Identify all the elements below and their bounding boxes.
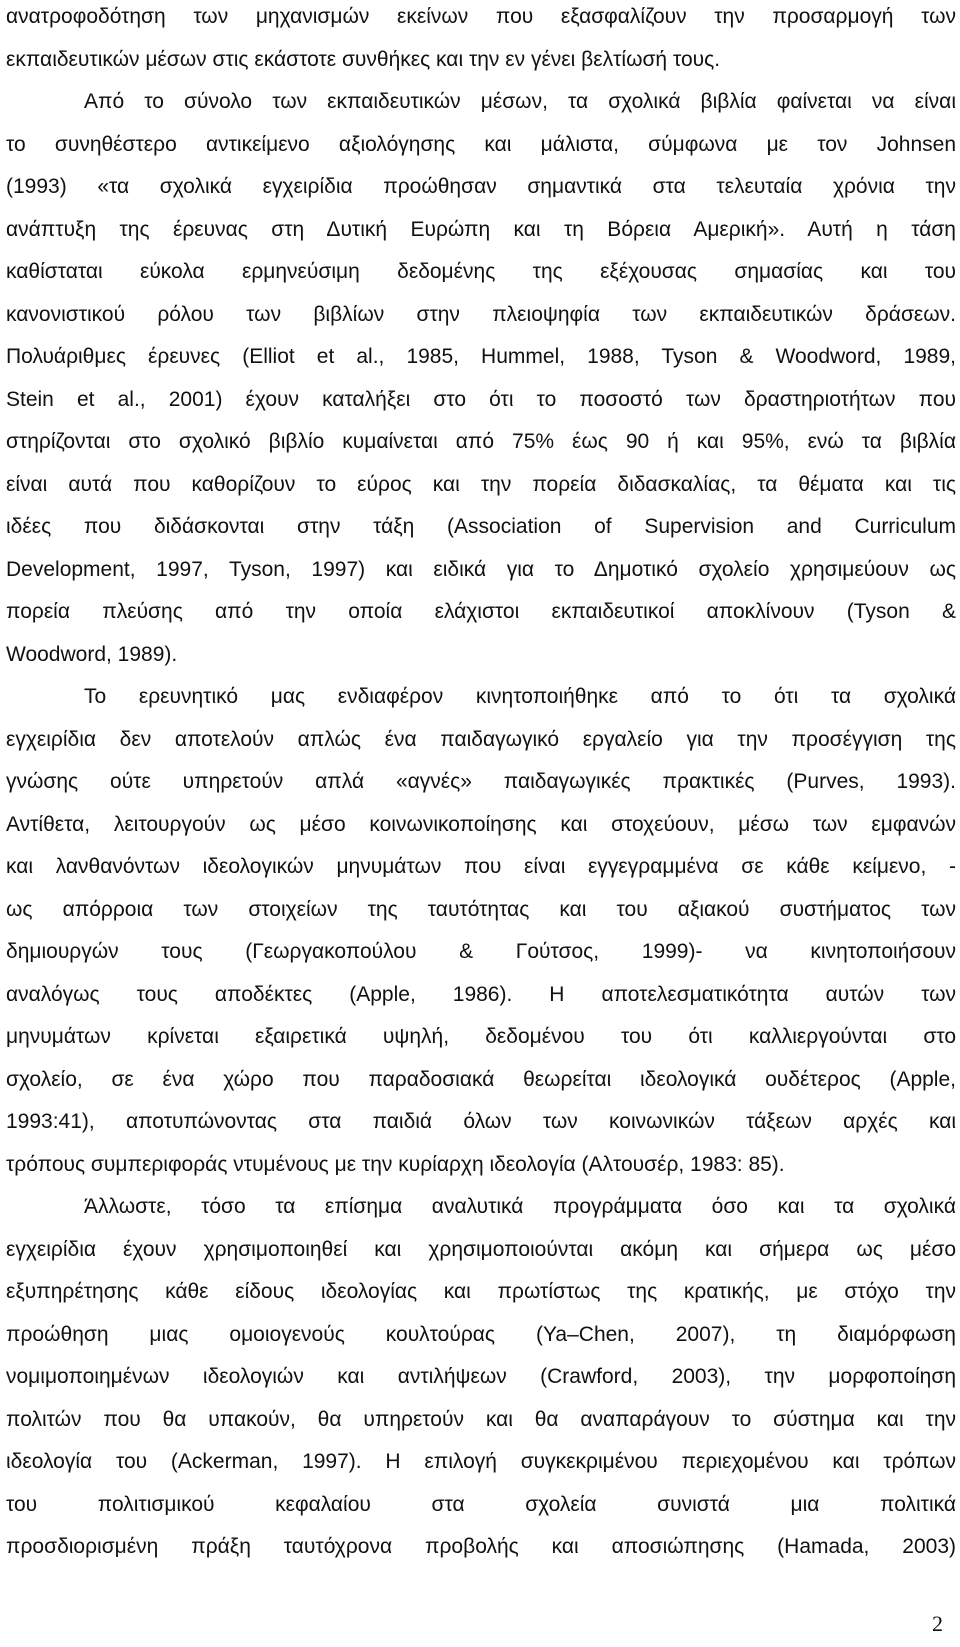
text-line: αναλόγως τους αποδέκτες (Apple, 1986). Η αποτελεσματικότητα αυτών των	[6, 982, 956, 1006]
text-line: ιδέες που διδάσκονται στην τάξη (Association of Supervision and Curriculum	[6, 515, 956, 538]
text-line: του πολιτισμικού κεφαλαίου στα σχολεία συνιστά μια πολιτικά	[6, 1492, 956, 1516]
text-line: ιδεολογία του (Ackerman, 1997). Η επιλογή συγκεκριμένου περιεχομένου και τρόπων	[6, 1450, 956, 1473]
text-line: προσδιορισμένη πράξη ταυτόχρονα προβολής και αποσιώπησης (Hamada, 2003)	[6, 1535, 956, 1558]
text-line: Πολυάριθμες έρευνες (Elliot et al., 1985, Hummel, 1988, Tyson & Woodword, 1989,	[6, 345, 956, 368]
text-line: εγχειρίδια έχουν χρησιμοποιηθεί και χρησιμοποιούνται ακόμη και σήμερα ως μέσο	[6, 1237, 956, 1261]
text-line: εκπαιδευτικών μέσων στις εκάστοτε συνθήκες και την εν γένει βελτίωσή τους.	[6, 47, 721, 71]
text-line: Woodword, 1989).	[6, 642, 178, 666]
text-line: σχολείο, σε ένα χώρο που παραδοσιακά θεωρείται ιδεολογικά ουδέτερος (Apple,	[6, 1067, 956, 1091]
text-line: ανατροφοδότηση των μηχανισμών εκείνων που εξασφαλίζουν την προσαρμογή των	[6, 5, 956, 28]
text-line: (1993) «τα σχολικά εγχειρίδια προώθησαν σημαντικά στα τελευταία χρόνια την	[6, 175, 956, 198]
text-line: πορεία πλεύσης από την οποία ελάχιστοι εκπαιδευτικοί αποκλίνουν (Tyson &	[6, 600, 956, 623]
text-line: και λανθανόντων ιδεολογικών μηνυμάτων που είναι εγγεγραμμένα σε κάθε κείμενο, -	[6, 855, 956, 878]
text-line: εξυπηρέτησης κάθε είδους ιδεολογίας και πρωτίστως της κρατικής, με στόχο την	[6, 1280, 956, 1303]
text-line: τρόπους συμπεριφοράς ντυμένους με την κυρίαρχη ιδεολογία (Αλτουσέρ, 1983: 85).	[6, 1152, 785, 1176]
text-line: στηρίζονται στο σχολικό βιβλίο κυμαίνεται από 75% έως 90 ή και 95%, ενώ τα βιβλία	[6, 430, 956, 453]
text-line: ανάπτυξη της έρευνας στη Δυτική Ευρώπη και τη Βόρεια Αμερική». Αυτή η τάση	[6, 217, 956, 241]
text-line: εγχειρίδια δεν αποτελούν απλώς ένα παιδαγωγικό εργαλείο για την προσέγγιση της	[6, 727, 956, 751]
text-line: Από το σύνολο των εκπαιδευτικών μέσων, τα σχολικά βιβλία φαίνεται να είναι	[84, 90, 956, 113]
text-line: είναι αυτά που καθορίζουν το εύρος και την πορεία διδασκαλίας, τα θέματα και τις	[6, 472, 956, 496]
text-line: δημιουργών τους (Γεωργακοπούλου & Γούτσος, 1999)- να κινητοποιήσουν	[6, 940, 956, 963]
text-line: 1993:41), αποτυπώνοντας στα παιδιά όλων των κοινωνικών τάξεων αρχές και	[6, 1110, 956, 1133]
page-number: 2	[932, 1611, 943, 1636]
text-line: ως απόρροια των στοιχείων της ταυτότητας και του αξιακού συστήματος των	[6, 897, 956, 921]
text-line: Το ερευνητικό μας ενδιαφέρον κινητοποιήθηκε από το ότι τα σχολικά	[84, 685, 956, 708]
text-line: Development, 1997, Tyson, 1997) και ειδικά για το Δημοτικό σχολείο χρησιμεύουν ως	[6, 557, 956, 581]
text-line: Άλλωστε, τόσο τα επίσημα αναλυτικά προγράμματα όσο και τα σχολικά	[84, 1195, 956, 1218]
text-line: νομιμοποιημένων ιδεολογιών και αντιλήψεων (Crawford, 2003), την μορφοποίηση	[6, 1365, 956, 1388]
body-text	[6, 0, 956, 1569]
text-line: κανονιστικού ρόλου των βιβλίων στην πλειοψηφία των εκπαιδευτικών δράσεων.	[6, 302, 956, 326]
text-line: προώθηση μιας ομοιογενούς κουλτούρας (Ya–Chen, 2007), τη διαμόρφωση	[6, 1322, 956, 1346]
text-line: καθίσταται εύκολα ερμηνεύσιμη δεδομένης της εξέχουσας σημασίας και του	[6, 260, 956, 283]
text-line: γνώσης ούτε υπηρετούν απλά «αγνές» παιδαγωγικές πρακτικές (Purves, 1993).	[6, 770, 956, 793]
text-line: μηνυμάτων κρίνεται εξαιρετικά υψηλή, δεδομένου του ότι καλλιεργούνται στο	[6, 1025, 956, 1048]
text-line: πολιτών που θα υπακούν, θα υπηρετούν και θα αναπαράγουν το σύστημα και την	[6, 1407, 956, 1431]
text-line: Αντίθετα, λειτουργούν ως μέσο κοινωνικοποίησης και στοχεύουν, μέσω των εμφανών	[6, 812, 956, 836]
text-line: το συνηθέστερο αντικείμενο αξιολόγησης και μάλιστα, σύμφωνα με τον Johnsen	[6, 132, 956, 156]
text-line: Stein et al., 2001) έχουν καταλήξει στο ότι το ποσοστό των δραστηριοτήτων που	[6, 387, 956, 411]
